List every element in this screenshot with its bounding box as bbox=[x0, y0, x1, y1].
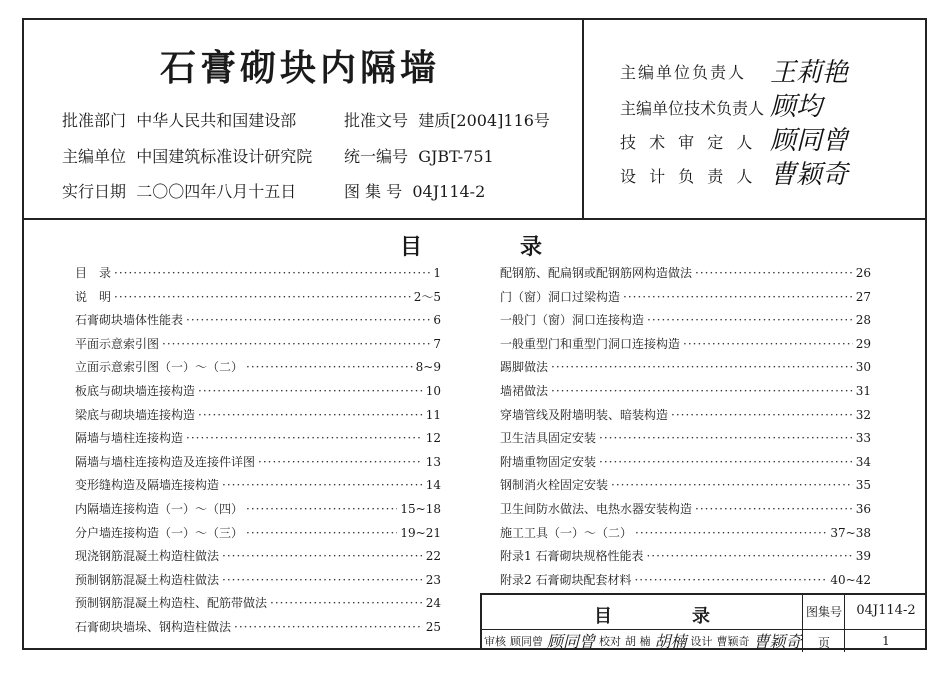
toc-leader-dots bbox=[198, 404, 423, 428]
toc-entry bbox=[500, 545, 871, 569]
resp-role-review: 技 术 审 定 人 bbox=[620, 133, 757, 152]
toc-leader-dots bbox=[671, 404, 853, 428]
header-vertical-divider bbox=[582, 18, 584, 218]
toc-entry-label: 石膏砌块墙垛、钢构造柱做法 bbox=[75, 619, 232, 634]
page-label: 页 bbox=[817, 636, 830, 650]
toc-entry bbox=[500, 404, 871, 428]
toc-entry bbox=[500, 451, 871, 475]
toc-entry-label: 踢脚做法 bbox=[500, 360, 549, 375]
toc-entry bbox=[75, 592, 441, 616]
toc-entry-page: 14 bbox=[425, 478, 441, 493]
meta-row-approval: 批准部门 中华人民共和国建设部 bbox=[62, 111, 297, 130]
toc-entry-page: 11 bbox=[425, 407, 441, 422]
toc-entry-label: 配钢筋、配扁钢或配钢筋网构造做法 bbox=[500, 266, 693, 280]
toc-entry-label: 施工工具（一）～（二） bbox=[500, 525, 633, 540]
toc-entry bbox=[75, 616, 441, 640]
toc-leader-dots bbox=[635, 522, 827, 546]
toc-entry bbox=[500, 522, 871, 546]
toc-entry-page: 36 bbox=[855, 501, 871, 516]
resp-role-tech: 主编单位技术负责人 bbox=[620, 99, 765, 118]
toc-leader-dots bbox=[270, 592, 423, 616]
toc-entry bbox=[75, 404, 441, 428]
toc-entry bbox=[500, 498, 871, 522]
resp-role-chief: 主编单位负责人 bbox=[620, 63, 747, 82]
toc-entry bbox=[500, 474, 871, 498]
toc-entry-page: 37~38 bbox=[830, 525, 871, 540]
toc-entry bbox=[75, 498, 441, 522]
toc-leader-dots bbox=[599, 427, 853, 451]
toc-entry-label: 穿墙管线及附墙明装、暗装构造 bbox=[500, 407, 669, 422]
check-name: 胡 楠 bbox=[625, 634, 651, 648]
toc-entry bbox=[500, 356, 871, 380]
toc-entry bbox=[75, 333, 441, 357]
toc-entry-page: 28 bbox=[855, 313, 871, 328]
toc-leader-dots bbox=[114, 286, 411, 310]
toc-leader-dots bbox=[551, 380, 853, 404]
toc-leader-dots bbox=[683, 333, 853, 357]
title-block-name-right: 录 bbox=[692, 606, 710, 627]
toc-entry bbox=[75, 569, 441, 593]
atlas-number: 04J114-2 bbox=[856, 603, 916, 618]
toc-entry bbox=[75, 545, 441, 569]
toc-leader-dots bbox=[114, 262, 430, 286]
toc-entry-page: 30 bbox=[855, 360, 871, 375]
toc-entry-page: 8~9 bbox=[415, 360, 441, 375]
atlas-label: 图集号 bbox=[805, 605, 842, 619]
toc-left-column bbox=[75, 262, 441, 640]
toc-leader-dots bbox=[623, 286, 853, 310]
toc-entry-page: 29 bbox=[855, 336, 871, 351]
toc-leader-dots bbox=[222, 569, 423, 593]
toc-entry-label: 一般门（窗）洞口连接构造 bbox=[500, 313, 645, 328]
toc-leader-dots bbox=[162, 333, 430, 357]
design-signature: 曹颖奇 bbox=[753, 632, 802, 651]
toc-entry-page: 2～5 bbox=[413, 289, 441, 304]
signature-tech: 顾均 bbox=[770, 92, 823, 122]
toc-leader-dots bbox=[222, 545, 423, 569]
toc-leader-dots bbox=[258, 451, 423, 475]
toc-entry-page: 13 bbox=[425, 454, 441, 469]
review-name: 顾同曾 bbox=[510, 634, 543, 648]
signature-design: 曹颖奇 bbox=[770, 160, 849, 190]
toc-entry bbox=[75, 380, 441, 404]
toc-entry-label: 平面示意索引图 bbox=[75, 336, 160, 351]
toc-leader-dots bbox=[234, 616, 423, 640]
toc-entry-page: 34 bbox=[855, 454, 871, 469]
toc-entry bbox=[500, 309, 871, 333]
toc-entry-label: 附录1 石膏砌块规格性能表 bbox=[500, 549, 644, 564]
toc-entry-label: 目 录 bbox=[75, 266, 112, 280]
toc-leader-dots bbox=[634, 569, 827, 593]
toc-entry-label: 石膏砌块墙体性能表 bbox=[75, 313, 184, 328]
toc-entry bbox=[75, 356, 441, 380]
toc-entry-page: 7 bbox=[433, 336, 441, 351]
toc-entry bbox=[75, 522, 441, 546]
toc-entry bbox=[500, 262, 871, 286]
toc-leader-dots bbox=[695, 262, 853, 286]
toc-entry-page: 24 bbox=[425, 596, 441, 611]
meta-row-effective-date: 实行日期 二〇〇四年八月十五日 bbox=[62, 182, 297, 201]
toc-entry bbox=[500, 569, 871, 593]
toc-leader-dots bbox=[222, 474, 423, 498]
resp-role-design: 设 计 负 责 人 bbox=[620, 167, 757, 186]
toc-entry bbox=[500, 333, 871, 357]
toc-entry-page: 33 bbox=[855, 431, 871, 446]
toc-leader-dots bbox=[198, 380, 423, 404]
title-block-vline-1 bbox=[802, 595, 803, 652]
meta-row-atlas-no: 图 集 号 04J114-2 bbox=[344, 182, 486, 201]
toc-entry-label: 卫生间防水做法、电热水器安装构造 bbox=[500, 501, 693, 516]
toc-entry bbox=[500, 380, 871, 404]
toc-entry-label: 变形缝构造及隔墙连接构造 bbox=[75, 478, 220, 493]
toc-leader-dots bbox=[646, 545, 852, 569]
toc-entry bbox=[500, 427, 871, 451]
toc-entry-label: 内隔墙连接构造（一）～（四） bbox=[75, 501, 244, 516]
toc-entry bbox=[75, 474, 441, 498]
toc-leader-dots bbox=[186, 309, 430, 333]
toc-entry-label: 预制钢筋混凝土构造柱、配筋带做法 bbox=[75, 596, 268, 611]
toc-leader-dots bbox=[186, 427, 423, 451]
toc-entry-label: 钢制消火栓固定安装 bbox=[500, 478, 609, 493]
toc-entry-page: 26 bbox=[855, 266, 871, 280]
toc-entry-label: 卫生洁具固定安装 bbox=[500, 431, 597, 446]
toc-entry-label: 一般重型门和重型门洞口连接构造 bbox=[500, 336, 681, 351]
signature-chief: 王莉艳 bbox=[770, 58, 849, 88]
toc-entry bbox=[75, 286, 441, 310]
toc-entry-page: 40~42 bbox=[830, 572, 871, 587]
toc-entry-page: 32 bbox=[855, 407, 871, 422]
toc-entry bbox=[500, 286, 871, 310]
toc-leader-dots bbox=[551, 356, 853, 380]
toc-leader-dots bbox=[246, 522, 397, 546]
toc-entry-page: 12 bbox=[425, 431, 441, 446]
toc-entry bbox=[75, 427, 441, 451]
section-title-right: 录 bbox=[520, 234, 543, 260]
design-label: 设计 bbox=[690, 634, 713, 648]
toc-entry bbox=[75, 309, 441, 333]
signature-review: 顾同曾 bbox=[770, 126, 849, 156]
toc-right-column bbox=[500, 262, 871, 592]
toc-entry-page: 23 bbox=[425, 572, 441, 587]
title-block-name-left: 目 bbox=[594, 606, 612, 627]
title-block-name bbox=[482, 595, 802, 629]
toc-entry-label: 墙裙做法 bbox=[500, 383, 549, 398]
toc-entry-label: 梁底与砌块墙连接构造 bbox=[75, 407, 196, 422]
page-number: 1 bbox=[882, 634, 890, 648]
toc-leader-dots bbox=[599, 451, 853, 475]
design-name: 曹颖奇 bbox=[716, 634, 750, 648]
toc-leader-dots bbox=[695, 498, 853, 522]
toc-entry-label: 隔墙与墙柱连接构造 bbox=[75, 431, 184, 446]
toc-entry bbox=[75, 262, 441, 286]
atlas-title: 石膏砌块内隔墙 bbox=[159, 47, 440, 89]
toc-entry-label: 分户墙连接构造（一）～（三） bbox=[75, 525, 244, 540]
toc-entry-page: 27 bbox=[855, 289, 871, 304]
header-divider bbox=[22, 218, 927, 220]
toc-entry-page: 31 bbox=[855, 383, 871, 398]
toc-leader-dots bbox=[246, 498, 397, 522]
toc-entry-label: 隔墙与墙柱连接构造及连接件详图 bbox=[75, 454, 256, 469]
toc-entry-label: 板底与砌块墙连接构造 bbox=[75, 383, 196, 398]
toc-entry-page: 15~18 bbox=[400, 501, 441, 516]
toc-entry-page: 19~21 bbox=[400, 525, 441, 540]
meta-row-editor: 主编单位 中国建筑标准设计研究院 bbox=[62, 147, 313, 166]
toc-leader-dots bbox=[246, 356, 413, 380]
review-signature: 顾同曾 bbox=[547, 632, 596, 651]
toc-entry-page: 25 bbox=[425, 619, 441, 634]
toc-leader-dots bbox=[611, 474, 853, 498]
signoff-strip bbox=[482, 629, 802, 652]
toc-entry-label: 附录2 石膏砌块配套材料 bbox=[500, 572, 632, 587]
section-title-left: 目 bbox=[400, 234, 423, 260]
toc-entry-page: 6 bbox=[433, 313, 441, 328]
toc-entry-page: 10 bbox=[425, 383, 441, 398]
meta-row-unified-no: 统一编号 GJBT-751 bbox=[344, 147, 494, 166]
toc-entry-page: 39 bbox=[855, 549, 871, 564]
toc-entry-label: 说 明 bbox=[75, 289, 112, 304]
title-block-vline-2 bbox=[844, 595, 845, 652]
title-block bbox=[480, 593, 927, 650]
toc-entry-label: 门（窗）洞口过梁构造 bbox=[500, 289, 621, 304]
toc-entry-label: 立面示意索引图（一）～（二） bbox=[75, 360, 244, 375]
toc-entry-label: 现浇钢筋混凝土构造柱做法 bbox=[75, 549, 220, 564]
toc-entry-page: 22 bbox=[425, 549, 441, 564]
check-signature: 胡楠 bbox=[654, 632, 687, 651]
toc-entry-label: 附墙重物固定安装 bbox=[500, 454, 597, 469]
meta-row-approval-no: 批准文号 建质[2004]116号 bbox=[344, 111, 550, 130]
toc-entry-page: 1 bbox=[433, 266, 441, 280]
check-label: 校对 bbox=[599, 634, 622, 648]
toc-entry-label: 预制钢筋混凝土构造柱做法 bbox=[75, 572, 220, 587]
toc-entry-page: 35 bbox=[855, 478, 871, 493]
review-label: 审核 bbox=[484, 634, 506, 648]
toc-entry bbox=[75, 451, 441, 475]
toc-leader-dots bbox=[647, 309, 853, 333]
